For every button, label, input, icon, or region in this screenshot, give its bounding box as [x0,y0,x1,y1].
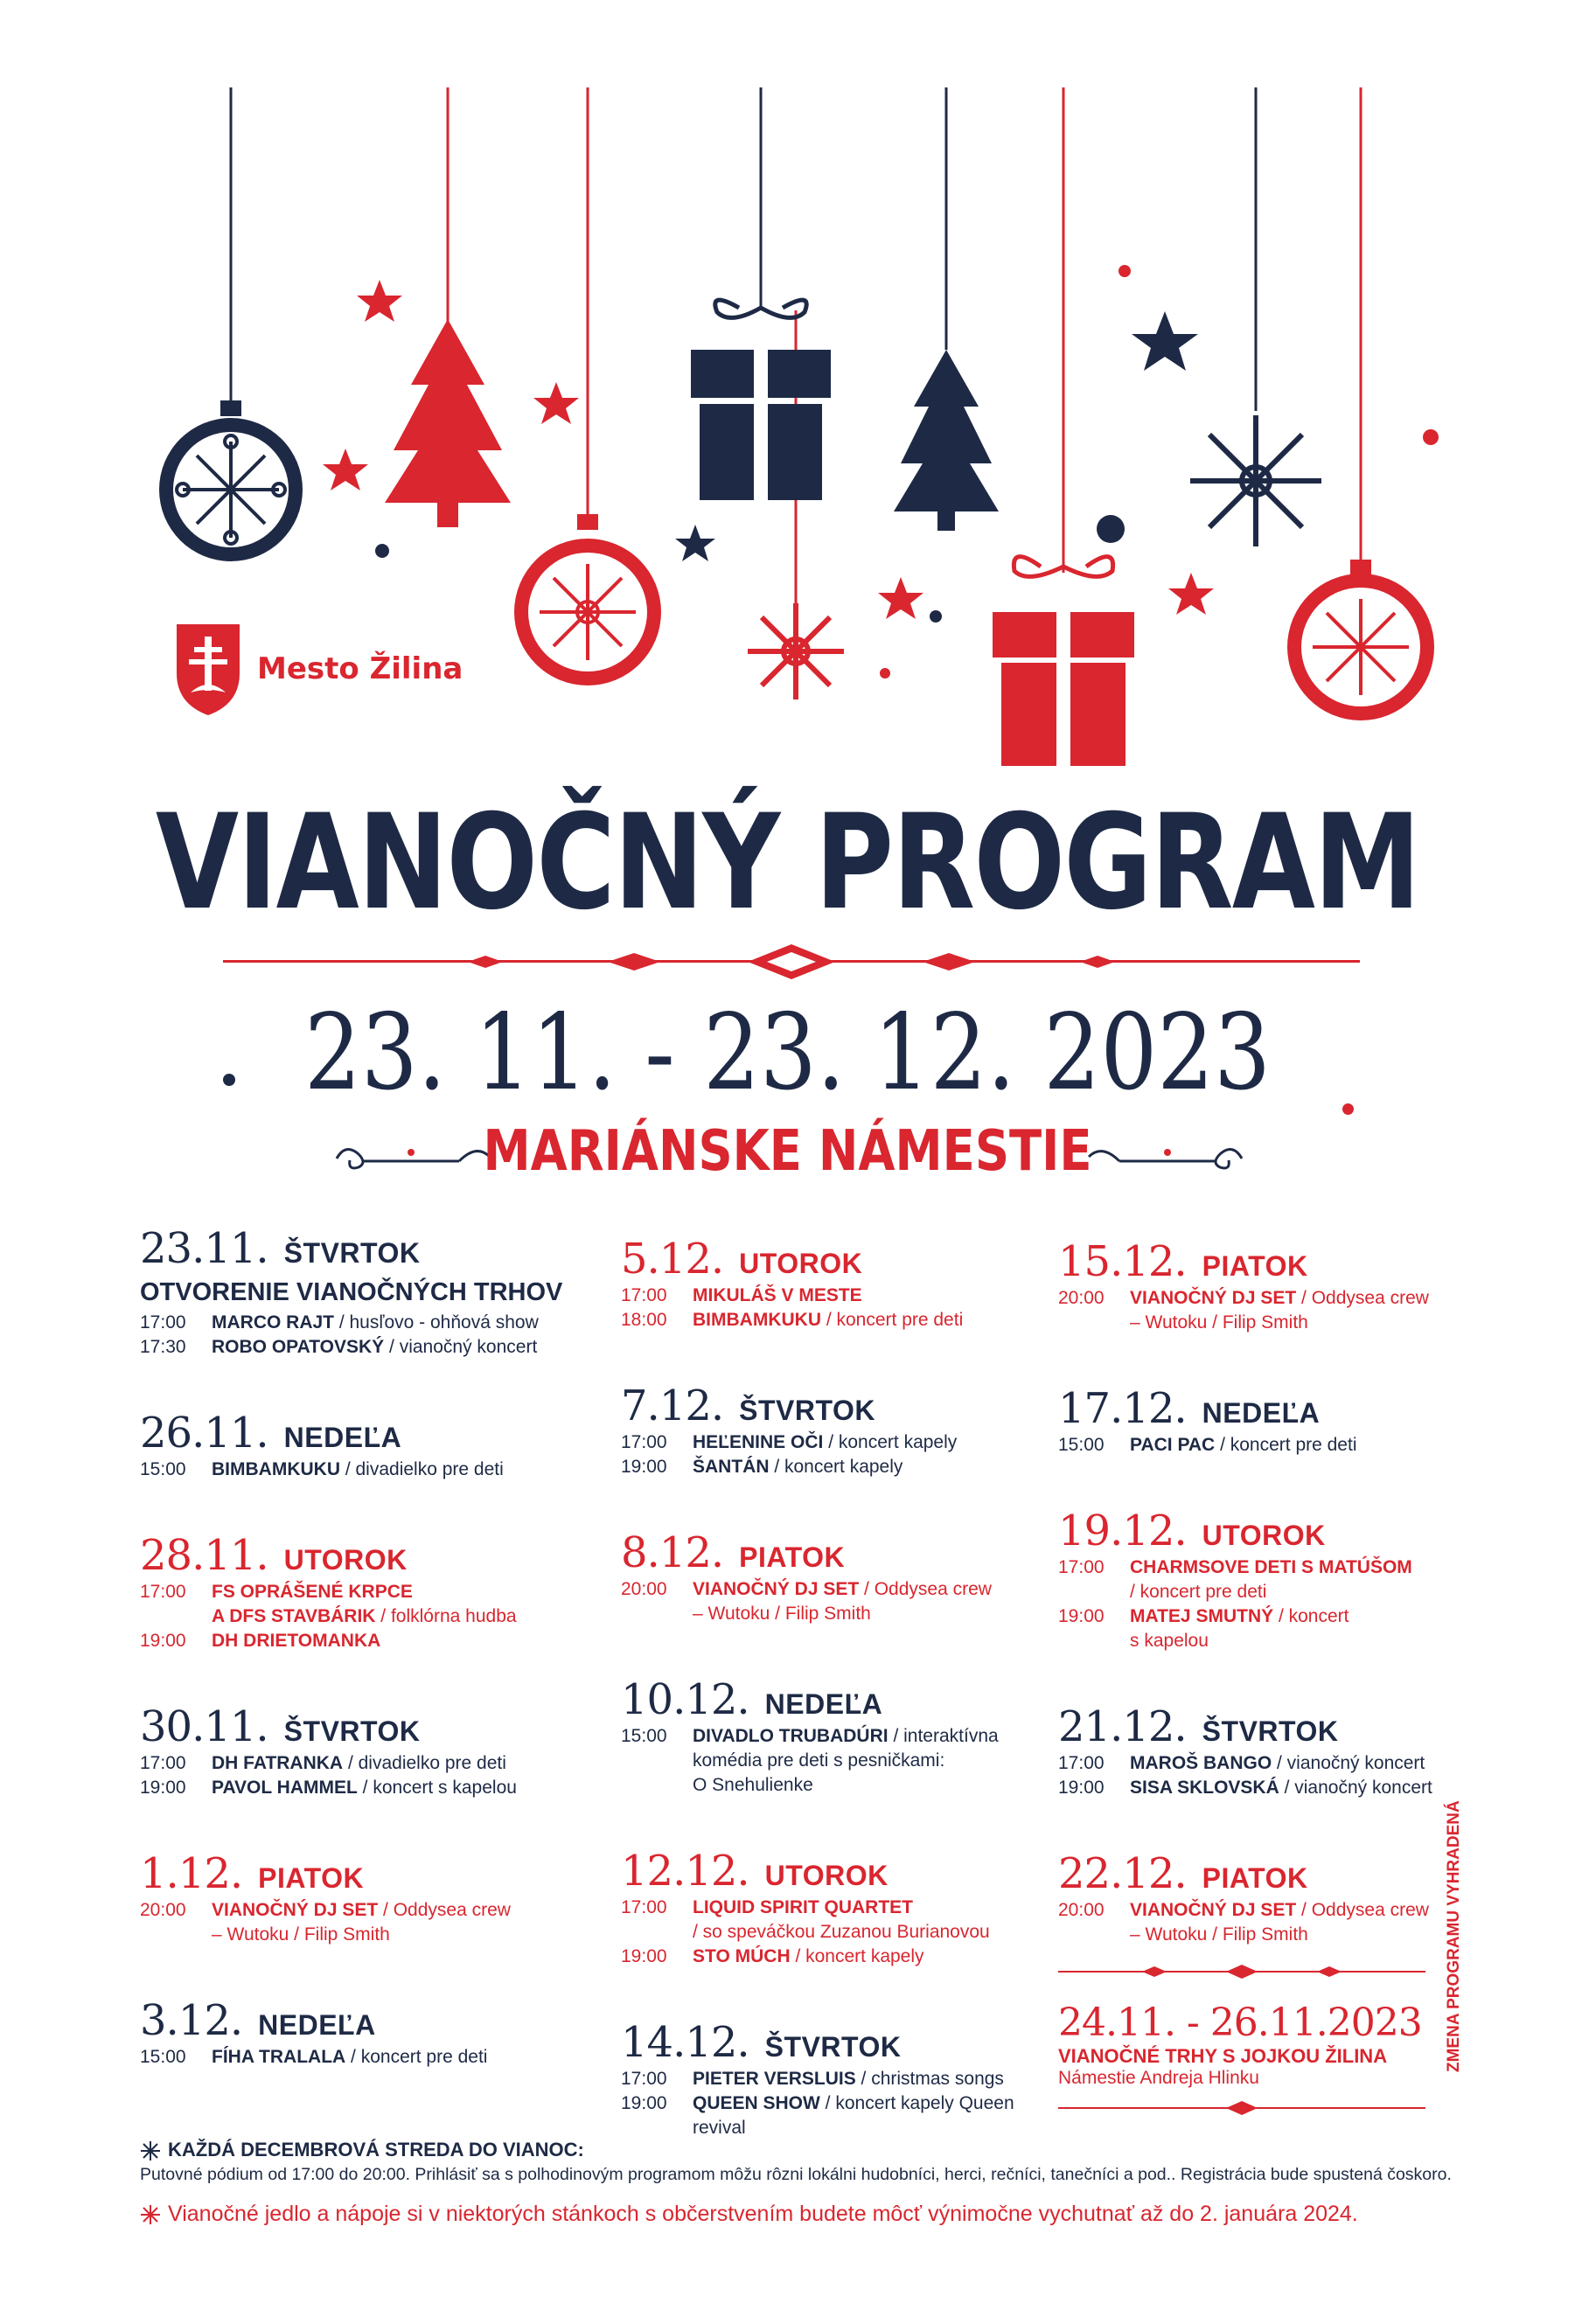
performer-name: STO MÚCH [693,1946,791,1966]
event-item [140,1776,612,1800]
event-weekday: UTOROK [1202,1520,1326,1551]
event-time [621,1773,693,1798]
event-block [621,1381,1093,1479]
event-header [621,1528,1093,1577]
program-change-note: ZMENA PROGRAMU VYHRADENÁ [1445,1800,1463,2072]
event-item [1058,1433,1530,1458]
event-block [621,1675,1093,1798]
event-time: 19:00 [140,1778,186,1798]
event-date: 8.12. [621,1528,724,1577]
event-time: 19:00 [1058,1778,1105,1798]
event-item [621,2116,1093,2140]
event-item [140,1898,612,1923]
event-weekday: ŠTVRTOK [764,2031,902,2063]
decor-dot [223,1074,235,1086]
performer-name: LIQUID SPIRIT QUARTET [693,1897,913,1917]
performer-name: FÍHA TRALALA [212,2047,346,2067]
event-header [1058,1506,1530,1555]
venue: MARIÁNSKE NÁMESTIE [483,1119,1092,1184]
event-item [1058,1629,1530,1653]
event-date: 5.12. [621,1235,724,1284]
event-item [621,1773,1093,1798]
performer-name: ROBO OPATOVSKÝ [212,1337,385,1357]
performer-name: PACI PAC [1130,1435,1216,1455]
performer-name: ŠANTÁN [693,1457,770,1477]
event-date: 26.11. [140,1409,268,1458]
performer-description: / koncert kapely [769,1457,903,1477]
event-time [1058,1629,1130,1653]
event-item [1058,1751,1530,1776]
event-item [140,1604,612,1629]
event-weekday: ŠTVRTOK [283,1237,421,1269]
event-date: 28.11. [140,1531,268,1580]
divider-ornament [1058,1963,1425,1980]
event-item [140,1311,612,1335]
navy-gift-ornament [691,300,831,500]
event-block [140,1409,612,1482]
event-item [1058,1776,1530,1800]
event-item [140,1923,612,1947]
event-time [1058,1580,1130,1604]
event-date: 12.12. [621,1847,749,1896]
event-header [140,1224,612,1273]
wednesday-note-heading: KAŽDÁ DECEMBROVÁ STREDA DO VIANOC: [168,2139,584,2160]
event-header [621,2018,1093,2067]
event-weekday: PIATOK [1202,1250,1308,1282]
performer-name: VIANOČNÝ DJ SET [1130,1288,1297,1308]
performer-name: MATEJ SMUTNÝ [1130,1606,1274,1626]
event-weekday: NEDEĽA [764,1688,883,1720]
performer-description: – Wutoku / Filip Smith [1130,1312,1308,1332]
performer-description: / Oddysea crew [1296,1900,1429,1920]
event-header [1058,1702,1530,1751]
performer-description: – Wutoku / Filip Smith [212,1924,390,1945]
event-time [621,2116,693,2140]
event-item [140,1751,612,1776]
event-header [140,1409,612,1458]
event-time: 17:00 [1058,1557,1105,1577]
performer-description: / divadielko pre deti [339,1459,504,1479]
performer-name: BIMBAMKUKU [693,1310,821,1330]
event-block [140,1224,612,1360]
performer-description: – Wutoku / Filip Smith [1130,1924,1308,1945]
event-header [621,1235,1093,1284]
event-weekday: UTOROK [739,1248,863,1279]
event-time: 18:00 [621,1310,667,1330]
event-date: 10.12. [621,1675,749,1724]
event-time: 20:00 [1058,1288,1105,1308]
performer-name: MAROŠ BANGO [1130,1753,1272,1773]
event-time [140,1923,212,1947]
event-item [140,1580,612,1604]
event-block [621,1847,1093,1969]
performer-name: HEĽENINE OČI [693,1432,824,1452]
performer-name: MIKULÁŠ V MESTE [693,1285,862,1305]
event-time: 15:00 [140,1459,186,1479]
event-weekday: NEDEĽA [258,2009,376,2041]
event-header [621,1847,1093,1896]
event-date: 22.12. [1058,1849,1187,1898]
event-item [621,1284,1093,1308]
performer-description: / folklórna hudba [375,1606,517,1626]
event-block [621,2018,1093,2140]
event-time [621,1920,693,1945]
event-time: 15:00 [140,2047,186,2067]
event-block [140,1702,612,1800]
performer-description: / christmas songs [855,2069,1004,2089]
performer-description: / husľovo - ohňová show [334,1312,539,1332]
performer-name: FS OPRÁŠENÉ KRPCE [212,1582,413,1602]
event-block [621,1235,1093,1332]
event-item [621,2067,1093,2091]
wednesday-note [140,2139,1452,2185]
event-item [1058,1580,1530,1604]
event-item [621,1430,1093,1455]
red-gift-ornament [993,557,1134,766]
event-item [621,1945,1093,1969]
event-item [140,1458,612,1482]
event-item [621,1724,1093,1749]
performer-name: DIVADLO TRUBADÚRI [693,1726,889,1746]
performer-name: QUEEN SHOW [693,2093,820,2113]
event-weekday: PIATOK [739,1541,846,1573]
performer-name: MARCO RAJT [212,1312,334,1332]
event-time: 17:00 [621,1432,667,1452]
event-time: 17:00 [140,1753,186,1773]
event-item [621,1455,1093,1479]
event-header [1058,1384,1530,1433]
event-time: 19:00 [621,1946,667,1966]
event-item [621,1896,1093,1920]
event-time [140,1604,212,1629]
coat-of-arms-icon [175,621,241,717]
event-time: 20:00 [621,1579,667,1599]
event-date: 1.12. [140,1849,243,1898]
event-time: 19:00 [1058,1606,1105,1626]
performer-description: O Snehulienke [693,1775,813,1795]
page-title: VIANOČNÝ PROGRAM [155,787,1420,939]
event-date: 30.11. [140,1702,268,1751]
event-weekday: ŠTVRTOK [1202,1715,1339,1747]
performer-name: VIANOČNÝ DJ SET [212,1900,379,1920]
red-ball-ornament-right [1287,560,1434,720]
performer-description: / koncert kapely [790,1946,924,1966]
event-date: 19.12. [1058,1506,1187,1555]
event-item [1058,1555,1530,1580]
performer-name: A DFS STAVBÁRIK [212,1606,376,1626]
event-date: 17.12. [1058,1384,1187,1433]
wednesday-note-body: Putovné pódium od 17:00 do 20:00. Prihlásiť sa s polhodinovým programom môžu rôzni lokálni hudobníci, herci, rečníci, tanečníci a pod.. Registrácia bude spustená čoskoro. [140,2165,1452,2185]
navy-snowflake-ornament [1190,415,1321,546]
event-time [621,1749,693,1773]
performer-description: – Wutoku / Filip Smith [693,1604,871,1624]
event-header [140,1996,612,2045]
event-time: 17:00 [140,1582,186,1602]
program-column-1 [140,1224,612,2119]
event-weekday: NEDEĽA [283,1422,402,1453]
event-item [1058,1604,1530,1629]
event-date: 21.12. [1058,1702,1187,1751]
performer-description: s kapelou [1130,1631,1209,1651]
swirl-ornament-right [1084,1137,1251,1180]
performer-description: / vianočný koncert [1279,1778,1432,1798]
snowflake-icon [140,2204,161,2225]
event-time: 17:00 [140,1312,186,1332]
event-time [1058,1923,1130,1947]
divider-ornament [223,940,1360,984]
food-note [140,2202,1358,2227]
event-header [140,1702,612,1751]
event-time: 17:00 [621,1285,667,1305]
event-block [1058,1506,1530,1653]
event-time: 15:00 [1058,1435,1105,1455]
performer-description: / koncert pre deti [1215,1435,1357,1455]
performer-name: PIETER VERSLUIS [693,2069,856,2089]
food-note-text: Vianočné jedlo a nápoje si v niektorých stánkoch s občerstvením budete môcť výnimočne vychutnať až do 2. januára 2024. [168,2202,1358,2226]
special-location: Námestie Andreja Hlinku [1058,2068,1259,2088]
event-header [140,1531,612,1580]
event-date: 14.12. [621,2018,749,2067]
performer-description: / koncert pre deti [1130,1582,1267,1602]
event-time: 15:00 [621,1726,667,1746]
event-item [621,1308,1093,1332]
event-item [621,2091,1093,2116]
event-time [621,1602,693,1626]
performer-description: revival [693,2118,746,2138]
event-time: 17:00 [1058,1753,1105,1773]
event-item [621,1920,1093,1945]
event-item [621,1602,1093,1626]
event-time: 17:00 [621,1897,667,1917]
event-time: 19:00 [140,1631,186,1651]
event-block [1058,1384,1530,1458]
event-weekday: ŠTVRTOK [739,1395,875,1426]
performer-name: DH DRIETOMANKA [212,1631,381,1651]
performer-description: / Oddysea crew [378,1900,511,1920]
event-block [140,1531,612,1653]
event-header [140,1849,612,1898]
performer-description: / koncert pre deti [345,2047,488,2067]
event-time: 20:00 [1058,1900,1105,1920]
program-column-2 [621,1235,1093,2189]
special-date-range: 24.11. - 26.11.2023 [1058,2000,1422,2045]
event-block [140,1849,612,1947]
logo [175,621,463,717]
navy-ball-ornament [159,400,303,561]
event-block [621,1528,1093,1626]
event-time: 19:00 [621,1457,667,1477]
event-dates: 23. 11. - 23. 12. 2023 [303,992,1272,1114]
event-time: 19:00 [621,2093,667,2113]
performer-description: / koncert s kapelou [357,1778,517,1798]
performer-name: PAVOL HAMMEL [212,1778,358,1798]
event-block [1058,1237,1530,1335]
performer-description: / interaktívna [888,1726,999,1746]
performer-description: / koncert kapely [823,1432,958,1452]
snowflake-icon [140,2140,161,2161]
performer-description: / vianočný koncert [384,1337,538,1357]
performer-description: / so speváčkou Zuzanou Burianovou [693,1922,990,1942]
event-header [621,1381,1093,1430]
red-tree-ornament [385,319,511,527]
red-ball-ornament [514,514,661,685]
performer-description: / Oddysea crew [859,1579,992,1599]
performer-name: VIANOČNÝ DJ SET [1130,1900,1297,1920]
logo-text: Mesto Žilina [257,651,463,686]
event-header [621,1675,1093,1724]
event-time: 17:00 [621,2069,667,2089]
performer-name: DH FATRANKA [212,1753,344,1773]
event-date: 23.11. [140,1224,268,1273]
event-item [1058,1286,1530,1311]
event-block [1058,1702,1530,1800]
performer-description: komédia pre deti s pesničkami: [693,1750,945,1771]
event-weekday: UTOROK [283,1544,408,1576]
event-item [140,2045,612,2070]
performer-description: / vianočný koncert [1272,1753,1425,1773]
event-item [1058,1311,1530,1335]
divider-ornament [1058,2099,1425,2117]
event-weekday: PIATOK [1202,1862,1308,1894]
event-date: 15.12. [1058,1237,1187,1286]
event-weekday: ŠTVRTOK [283,1715,421,1747]
event-date: 7.12. [621,1381,724,1430]
navy-tree-ornament [894,350,999,531]
event-weekday: NEDEĽA [1202,1397,1321,1429]
performer-name: SISA SKLOVSKÁ [1130,1778,1279,1798]
performer-description: / koncert kapely Queen [819,2093,1014,2113]
decor-dot [1342,1103,1354,1115]
performer-name: BIMBAMKUKU [212,1459,340,1479]
performer-description: / koncert pre deti [820,1310,964,1330]
performer-description: / divadielko pre deti [343,1753,506,1773]
special-event [1058,1963,1425,2121]
event-time: 17:30 [140,1337,186,1357]
performer-description: / Oddysea crew [1296,1288,1429,1308]
event-item [621,1749,1093,1773]
event-weekday: UTOROK [764,1860,889,1891]
event-time [1058,1311,1130,1335]
event-item [140,1335,612,1360]
event-item [140,1629,612,1653]
event-weekday: PIATOK [258,1862,365,1894]
event-header [1058,1237,1530,1286]
event-subtitle: OTVORENIE VIANOČNÝCH TRHOV [140,1278,563,1306]
performer-description: / koncert [1273,1606,1349,1626]
special-title: VIANOČNÉ TRHY S JOJKOU ŽILINA [1058,2045,1388,2067]
event-time: 20:00 [140,1900,186,1920]
performer-name: VIANOČNÝ DJ SET [693,1579,860,1599]
performer-name: CHARMSOVE DETI S MATÚŠOM [1130,1557,1412,1577]
event-block [140,1996,612,2070]
red-snowflake-ornament [748,603,844,699]
event-date: 3.12. [140,1996,243,2045]
event-item [621,1577,1093,1602]
